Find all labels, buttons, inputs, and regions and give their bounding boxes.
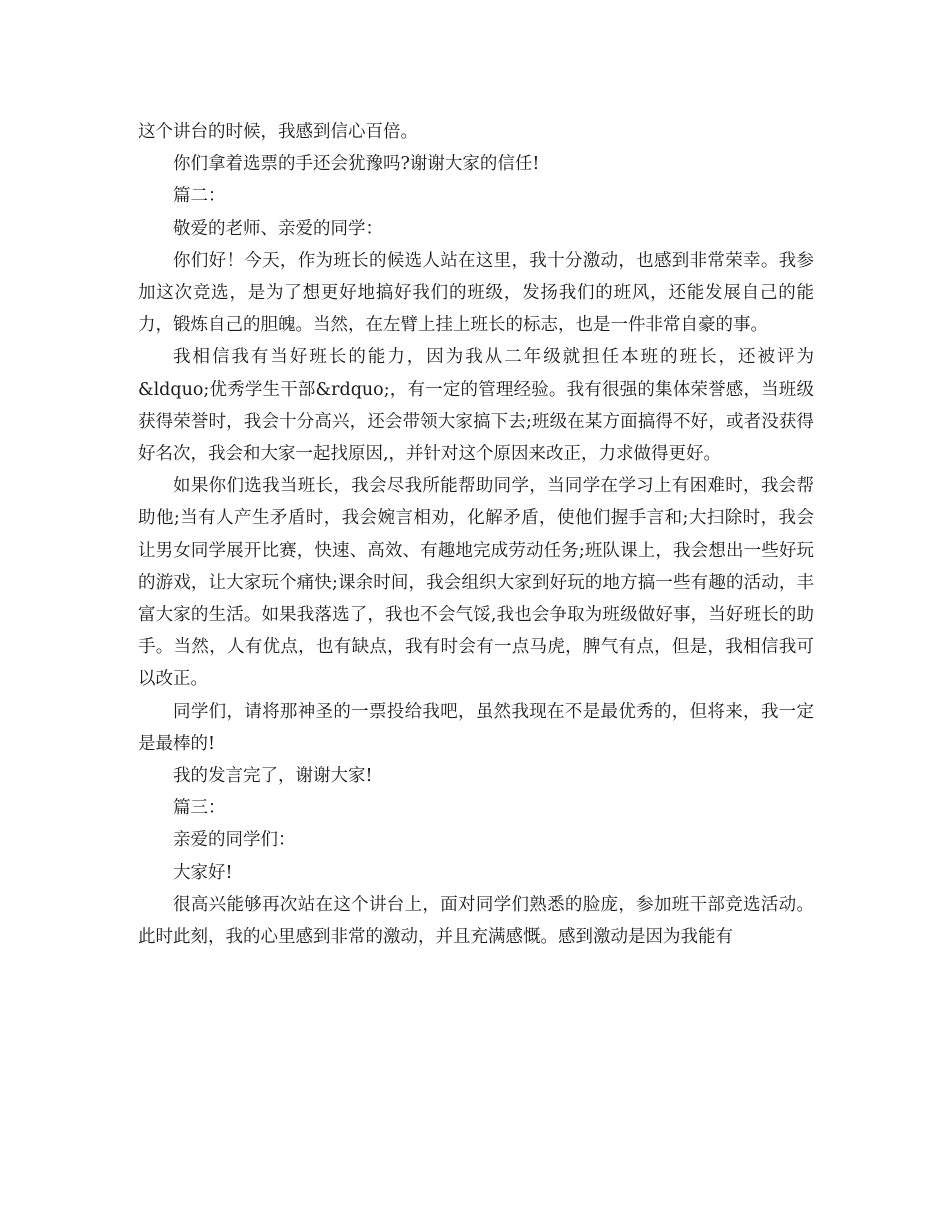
paragraph-13: 很高兴能够再次站在这个讲台上，面对同学们熟悉的脸庞，参加班干部竞选活动。此时此刻，我的心里感到非常的激动，并且充满感慨。感到激动是因为我能有 — [138, 894, 814, 948]
salutation-2: 敬爱的老师、亲爱的同学： — [173, 218, 383, 239]
paragraph-8: 同学们，请将那神圣的一票投给我吧，虽然我现在不是最优秀的，但将来，我一定是最棒的! — [138, 701, 814, 754]
paragraph-1: 这个讲台的时候，我感到信心百倍。 — [138, 122, 418, 142]
paragraph-9: 我的发言完了，谢谢大家! — [173, 766, 373, 787]
paragraph-5: 你们好！今天，作为班长的候选人站在这里，我十分激动，也感到非常荣幸。我参加这次竞选，是为了想更好地搞好我们的班级，发扬我们的班风，还能发展自己的能力，锻炼自己的胆魄。当然，在左臂上挂上班长的标志，也是一件非常自豪的事。 — [138, 250, 814, 336]
greeting-3: 大家好! — [173, 862, 233, 883]
body-text — [138, 116, 814, 953]
paragraph-7: 如果你们选我当班长，我会尽我所能帮助同学，当同学在学习上有困难时，我会帮助他;当有人产生矛盾时，我会婉言相劝，化解矛盾，使他们握手言和;大扫除时，我会让男女同学展开比赛，快速、高效、有趣地完成劳动任务;班队课上，我会想出一些好玩的游戏，让大家玩个痛快;课余时间，我会组织大家到好玩的地方搞一些有趣的活动，丰富大家的生活。如果我落选了，我也不会气馁,我也会争取为班级做好事，当好班长的助手。当然，人有优点，也有缺点，我有时会有一点马虎，脾气有点，但是，我相信我可以改正。 — [138, 476, 814, 690]
section-heading-2: 篇二： — [173, 186, 226, 207]
salutation-3: 亲爱的同学们： — [173, 830, 296, 851]
paragraph-6: 我相信我有当好班长的能力，因为我从二年级就担任本班的班长，还被评为&ldquo;优秀学生干部&rdquo;，有一定的管理经验。我有很强的集体荣誉感，当班级获得荣誉时，我会十分高兴，还会带领大家搞下去;班级在某方面搞得不好，或者没获得好名次，我会和大家一起找原因,，并针对这个原因来改正，力求做得更好。 — [138, 347, 814, 465]
paragraph-2: 你们拿着选票的手还会犹豫吗?谢谢大家的信任! — [173, 154, 540, 175]
section-heading-3: 篇三： — [173, 798, 226, 819]
